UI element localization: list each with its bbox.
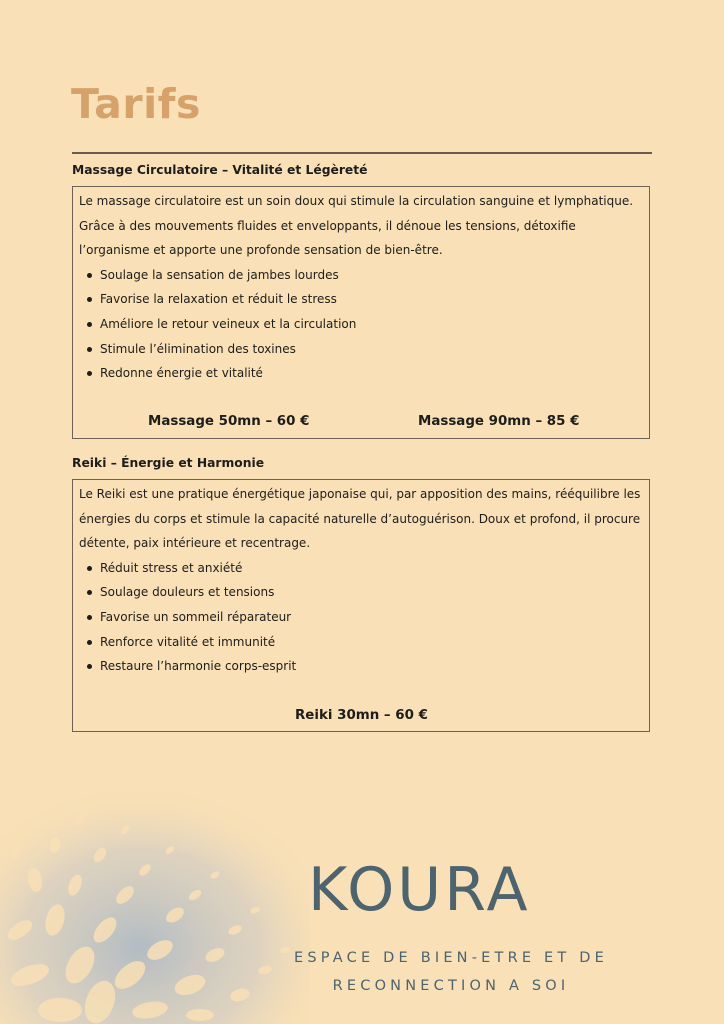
- section-heading-reiki: Reiki – Énergie et Harmonie: [72, 456, 265, 470]
- brand-tagline: [256, 944, 646, 1000]
- list-item: Restaure l’harmonie corps-esprit: [85, 654, 649, 679]
- title-divider: [72, 152, 652, 154]
- price-massage-90: Massage 90mn – 85 €: [418, 414, 580, 429]
- list-item: Soulage la sensation de jambes lourdes: [85, 263, 649, 288]
- price-reiki-30: Reiki 30mn – 60 €: [295, 708, 428, 723]
- massage-description: Le massage circulatoire est un soin doux qui stimule la circulation sanguine et lymphatique. Grâce à des mouvements fluides et enveloppants, il dénoue les tensions, détoxifie l’organisme et apporte une profonde sensation de bien-être.: [79, 194, 634, 257]
- tagline-line-1: ESPACE DE BIEN-ETRE ET DE: [294, 950, 608, 966]
- section-heading-massage: Massage Circulatoire – Vitalité et Légèreté: [72, 163, 368, 177]
- price-massage-50: Massage 50mn – 60 €: [148, 414, 310, 429]
- list-item: Redonne énergie et vitalité: [85, 361, 649, 386]
- list-item: Favorise la relaxation et réduit le stress: [85, 287, 649, 312]
- tagline-line-2: RECONNECTION A SOI: [332, 978, 570, 994]
- list-item: Favorise un sommeil réparateur: [85, 605, 649, 630]
- massage-card: [72, 186, 650, 439]
- massage-benefits-list: [73, 263, 649, 387]
- list-item: Renforce vitalité et immunité: [85, 630, 649, 655]
- reiki-description: Le Reiki est une pratique énergétique japonaise qui, par apposition des mains, rééquilibre les énergies du corps et stimule la capacité naturelle d’autoguérison. Doux et profond, il procure détente, paix intérieure et recentrage.: [79, 487, 641, 550]
- reiki-card: [72, 479, 650, 732]
- list-item: Améliore le retour veineux et la circulation: [85, 312, 649, 337]
- brand-logo-text: KOURA: [308, 855, 531, 925]
- list-item: Soulage douleurs et tensions: [85, 580, 649, 605]
- list-item: Réduit stress et anxiété: [85, 556, 649, 581]
- list-item: Stimule l’élimination des toxines: [85, 337, 649, 362]
- page-title: Tarifs: [71, 80, 201, 128]
- reiki-benefits-list: [73, 556, 649, 680]
